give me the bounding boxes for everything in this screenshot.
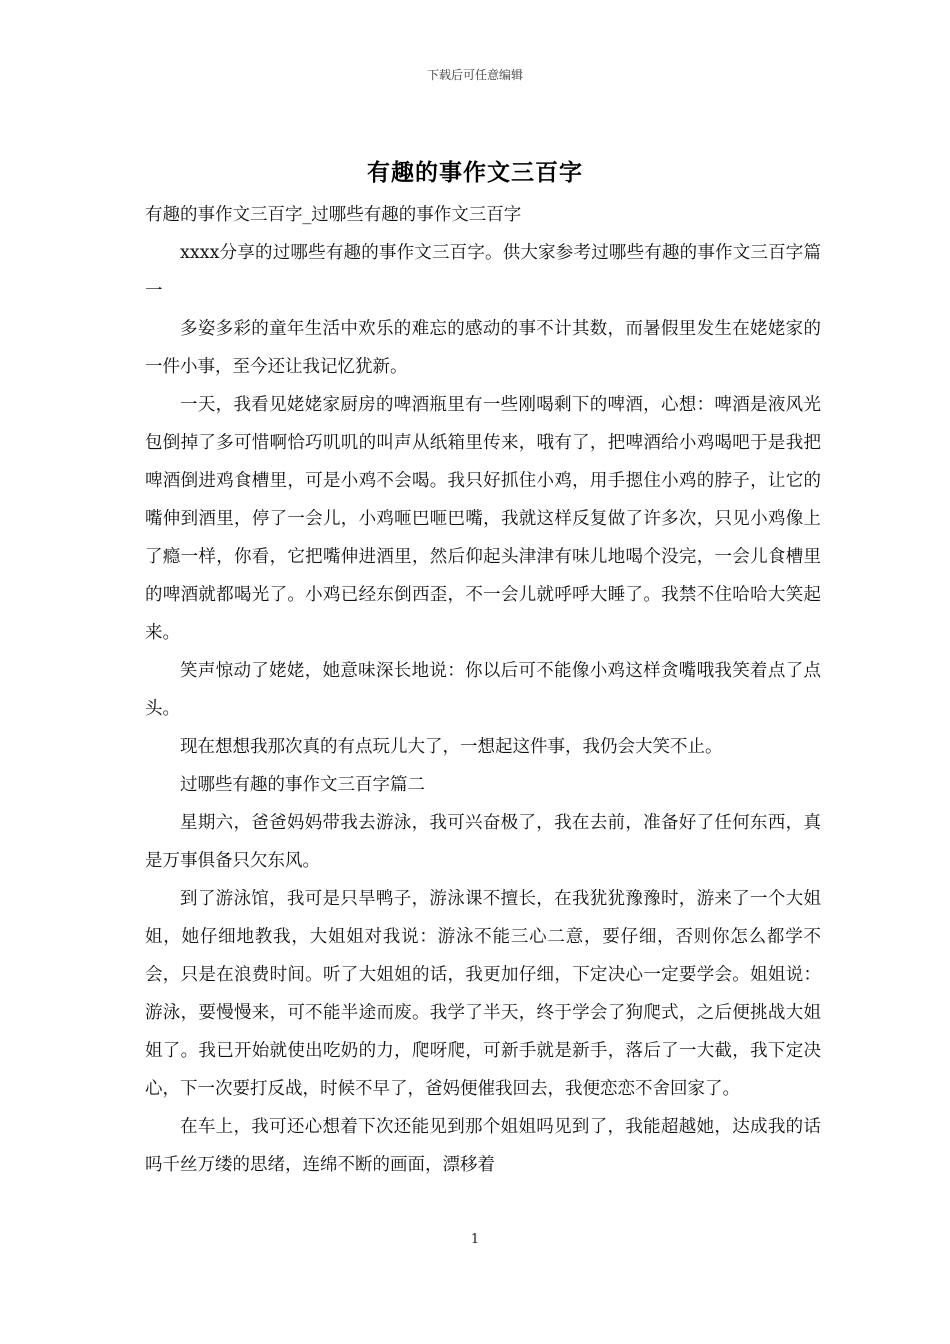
body-paragraph: 笑声惊动了姥姥，她意味深长地说：你以后可不能像小鸡这样贪嘴哦我笑着点了点头。: [145, 661, 821, 719]
body-paragraph: 星期六，爸爸妈妈带我去游泳，我可兴奋极了，我在去前，准备好了任何东西，真是万事俱备只欠东风。: [145, 813, 821, 871]
body-paragraph: 一天，我看见姥姥家厨房的啤酒瓶里有一些刚喝剩下的啤酒，心想：啤酒是液风光包倒掉了多可惜啊恰巧叽叽的叫声从纸箱里传来，哦有了，把啤酒给小鸡喝吧于是我把啤酒倒进鸡食槽里，可是小鸡不会喝。我只好抓住小鸡，用手摁住小鸡的脖子，让它的嘴伸到酒里，停了一会儿，小鸡咂巴咂巴嘴，我就这样反复做了许多次，只见小鸡像上了瘾一样，你看，它把嘴伸进酒里，然后仰起头津津有味儿地喝个没完，一会儿食槽里的啤酒就都喝光了。小鸡已经东倒西歪，不一会儿就呼呼大睡了。我禁不住哈哈大笑起来。: [145, 395, 821, 643]
subtitle-paragraph: 有趣的事作文三百字_过哪些有趣的事作文三百字: [145, 205, 522, 225]
intro-paragraph: xxxx分享的过哪些有趣的事作文三百字。供大家参考过哪些有趣的事作文三百字篇一: [145, 243, 821, 301]
body-paragraph: 在车上，我可还心想着下次还能见到那个姐姐吗见到了，我能超越她，达成我的话吗千丝万缕的思绪，连绵不断的画面，漂移着: [145, 1117, 821, 1175]
section-heading: 过哪些有趣的事作文三百字篇二: [180, 775, 425, 795]
body-paragraph: 到了游泳馆，我可是只旱鸭子，游泳课不擅长，在我犹犹豫豫时，游来了一个大姐姐，她仔细地教我，大姐姐对我说：游泳不能三心二意，要仔细，否则你怎么都学不会，只是在浪费时间。听了大姐姐的话，我更加仔细，下定决心一定要学会。姐姐说：游泳，要慢慢来，可不能半途而废。我学了半天，终于学会了狗爬式，之后便挑战大姐姐了。我已开始就使出吃奶的力，爬呀爬，可新手就是新手，落后了一大截，我下定决心，下一次要打反战，时候不早了，爸妈便催我回去，我便恋恋不舍回家了。: [145, 889, 821, 1099]
document-title: 有趣的事作文三百字: [367, 159, 583, 186]
header-note: 下载后可任意编辑: [426, 68, 523, 82]
body-paragraph: 现在想想我那次真的有点玩儿大了，一想起这件事，我仍会大笑不止。: [180, 737, 723, 757]
document-body: [145, 196, 821, 1184]
page-number: 1: [470, 1232, 480, 1247]
body-paragraph: 多姿多彩的童年生活中欢乐的难忘的感动的事不计其数，而暑假里发生在姥姥家的一件小事，至今还让我记忆犹新。: [145, 319, 821, 377]
